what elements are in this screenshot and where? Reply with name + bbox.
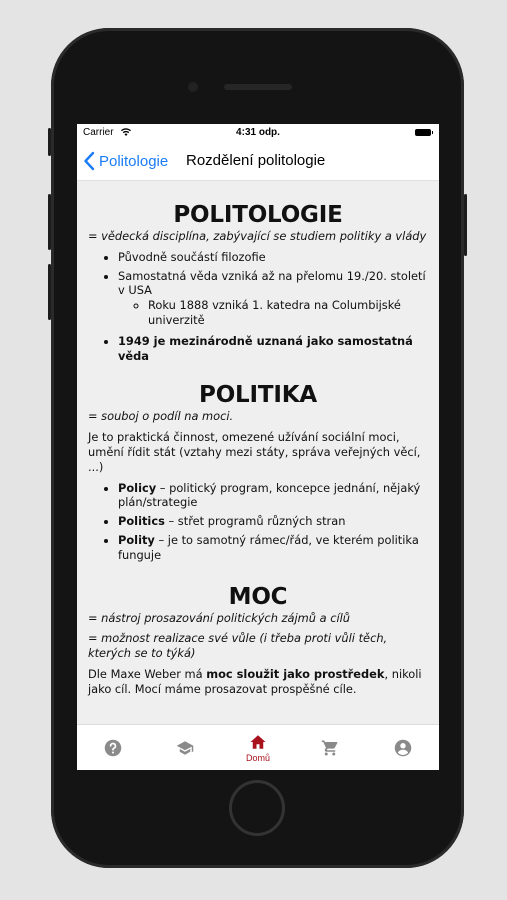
definition-moc-1: = nástroj prosazování politických zájmů a cílů — [88, 610, 351, 625]
paragraph-politika: Je to praktická činnost, omezené užívání sociální moci, umění řídit stát (vztahy mezi státy, správa veřejných věcí, ...) — [88, 430, 421, 474]
navigation-bar — [77, 142, 439, 181]
tab-account[interactable] — [367, 725, 439, 770]
section-heading-moc: MOC — [228, 583, 288, 610]
home-button[interactable] — [229, 780, 285, 836]
tab-home[interactable] — [222, 725, 294, 770]
shopping-cart-icon — [321, 739, 339, 757]
graduation-cap-icon — [176, 739, 194, 757]
definition-politologie: = vědecká disciplína, zabývající se studiem politiky a vlády — [88, 229, 427, 243]
earpiece-speaker — [224, 84, 292, 90]
article-content[interactable] — [77, 181, 439, 724]
volume-up-button — [48, 194, 51, 250]
definition-moc-2: = možnost realizace své vůle (i třeba proti vůli těch, kterých se to týká) — [88, 631, 388, 661]
list-item: ◦ Roku 1888 vzniká 1. katedra na Columbijské univerzitě — [148, 298, 428, 328]
tab-help[interactable] — [77, 725, 149, 770]
tab-home-label: Domů — [245, 753, 270, 763]
list-item: • Polity – je to samotný rámec/řád, ve kterém politika funguje — [118, 533, 428, 563]
list-item: • Policy – politický program, koncepce jednání, nějaký plán/strategie — [118, 481, 428, 511]
list-item: • Politics – střet programů různých stran — [118, 514, 428, 529]
tab-shop[interactable] — [294, 725, 366, 770]
bullet-list-politika — [88, 481, 428, 563]
tab-bar — [77, 724, 439, 770]
definition-politika: = souboj o podíl na moci. — [88, 409, 234, 424]
battery-icon — [415, 129, 431, 136]
chevron-left-icon — [83, 151, 95, 171]
back-button-label: Politologie — [99, 152, 169, 170]
app-screen — [77, 124, 439, 770]
help-circle-icon — [104, 739, 122, 757]
mute-switch — [48, 128, 51, 156]
status-bar — [77, 124, 439, 142]
clock: 4:31 odp. — [236, 127, 280, 138]
tab-education[interactable] — [149, 725, 221, 770]
list-item: • Samostatná věda vzniká až na přelomu 19./20. století v USA ◦ Roku 1888 vzniká 1. katedra na Columbijské univerzitě — [118, 269, 428, 328]
account-circle-icon — [394, 739, 412, 757]
home-icon — [249, 733, 267, 751]
volume-down-button — [48, 264, 51, 320]
bullet-list-politologie — [88, 250, 428, 364]
sub-list — [118, 298, 428, 328]
list-item: • 1949 je mezinárodně uznaná jako samostatná věda — [118, 334, 428, 364]
carrier-label: Carrier — [83, 127, 114, 138]
page-title: Rozdělení politologie — [186, 152, 326, 169]
section-heading-politologie: POLITOLOGIE — [173, 202, 343, 228]
paragraph-moc: Dle Maxe Weber má moc sloužit jako prostředek, nikoli jako cíl. Mocí máme prosazovat prospěšné cíle. — [88, 666, 422, 696]
list-item: • Původně součástí filozofie — [118, 250, 428, 265]
power-button — [464, 194, 467, 256]
front-camera — [188, 82, 198, 92]
back-button[interactable] — [83, 150, 168, 172]
section-heading-politika: POLITIKA — [199, 382, 317, 409]
